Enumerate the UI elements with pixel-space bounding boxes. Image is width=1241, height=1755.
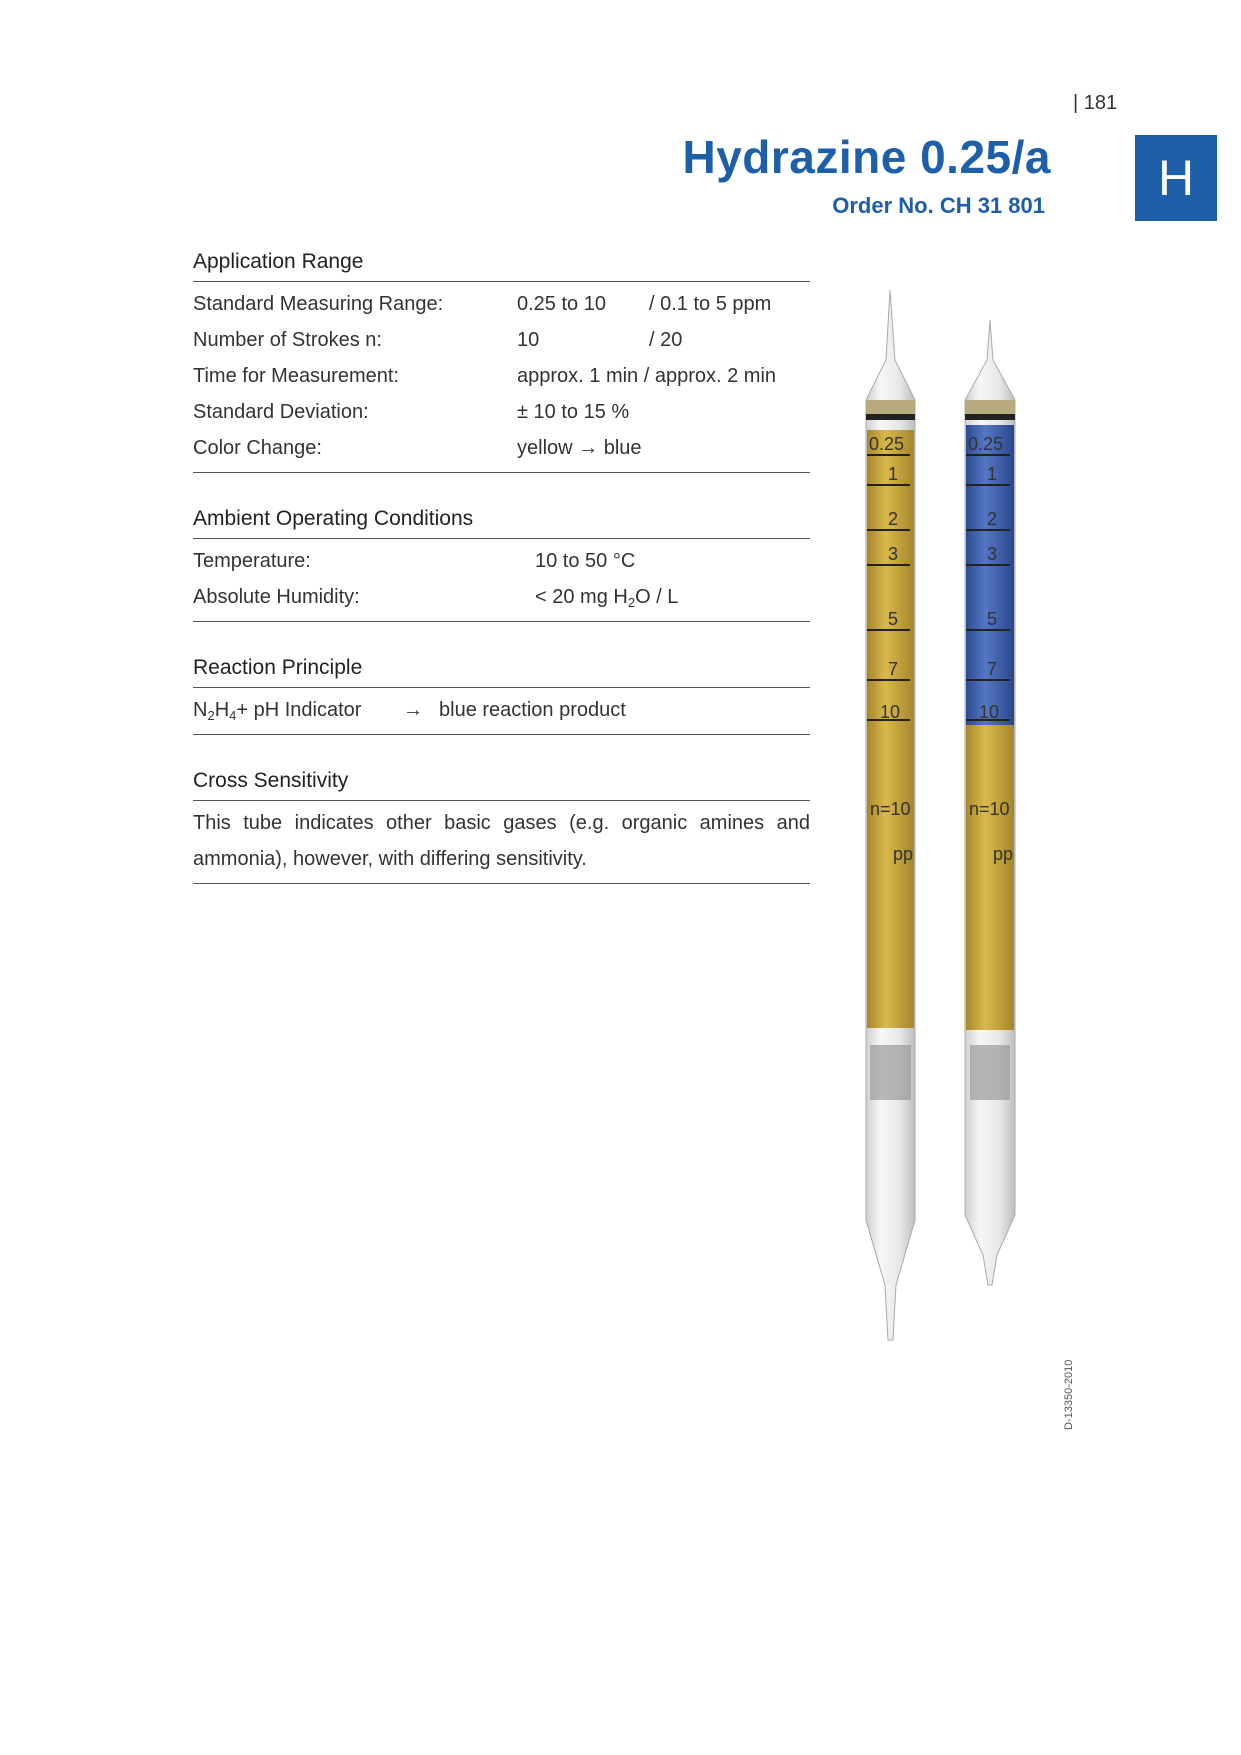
reactant: $N_2H_4+$ pH Indicator [193,699,362,723]
unit-label: pp [893,844,914,864]
section-title: Application Range [193,250,810,282]
spec-content [193,250,810,918]
scale-label: 0.25 [968,434,1004,454]
ambient-conditions-section [193,507,810,622]
application-range-section [193,250,810,473]
order-number: Order No. CH 31 801 [832,193,1045,218]
scale-label: 10 [880,702,901,722]
reaction-arrow: → [403,699,423,721]
spec-value: 0.25 to 10 [517,293,606,315]
scale-label: 10 [979,702,1000,722]
spec-label: Standard Measuring Range: [193,293,444,315]
detector-tubes-illustration [840,290,1070,1510]
spec-label: Time for Measurement: [193,365,399,387]
scale-label: 1 [987,464,998,484]
scale-label: 7 [888,659,899,679]
page-title: Hydrazine 0.25/a [682,131,1051,183]
section-title: Reaction Principle [193,656,810,688]
spec-value: ± 10 to 15 % [517,401,630,423]
spec-value-alt: / 20 [649,329,683,351]
scale-label: 0.25 [869,434,905,454]
stroke-label: n=10 [969,799,1010,819]
scale-label: 5 [987,609,998,629]
scale-label: 1 [888,464,899,484]
section-title: Ambient Operating Conditions [193,507,810,539]
spec-value: approx. 1 min / approx. 2 min [517,365,777,387]
scale-label: 2 [888,509,899,529]
spec-label: Standard Deviation: [193,401,369,423]
spec-row [193,543,810,579]
spec-value: < 20 mg $H_2O$ / L [535,586,679,610]
spec-value-alt: / 0.1 to 5 ppm [649,293,772,315]
scale-label: 2 [987,509,998,529]
reaction-product: blue reaction product [439,699,626,721]
spec-row [193,358,810,394]
scale-label: 5 [888,609,899,629]
spec-row [193,322,810,358]
cross-sensitivity-text: This tube indicates other basic gases (e.g. organic amines and ammonia), however, with differing sensitivity. [193,812,810,870]
stroke-label: n=10 [870,799,911,819]
page-number: | 181 [1073,92,1118,114]
section-title: Cross Sensitivity [193,769,810,801]
spec-value: 10 to 50 °C [535,550,636,572]
spec-row [193,286,810,322]
unit-label: pp [993,844,1014,864]
spec-label: Temperature: [193,550,311,572]
spec-label: Number of Strokes n: [193,329,382,351]
spec-row [193,394,810,430]
spec-value: yellow → blue [517,437,642,459]
scale-label: 7 [987,659,998,679]
spec-row [193,430,810,466]
spec-label: Color Change: [193,437,322,459]
spec-label: Absolute Humidity: [193,586,360,608]
scale-label: 3 [888,544,899,564]
cross-sensitivity-section [193,769,810,884]
reaction-equation [193,692,810,728]
document-id: D-13350-2010 [1063,1359,1075,1430]
reaction-principle-section [193,656,810,735]
scale-label: 3 [987,544,998,564]
spec-value: 10 [517,329,540,351]
chapter-tab: H [1135,135,1217,221]
spec-row [193,579,810,615]
